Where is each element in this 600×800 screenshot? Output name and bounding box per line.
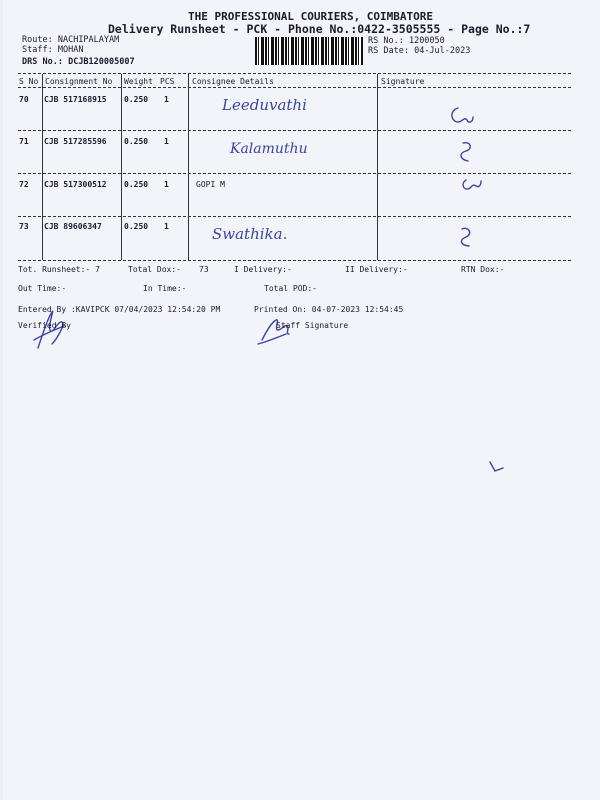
col-header-signature: Signature xyxy=(381,77,425,86)
route-value: NACHIPALAYAM xyxy=(57,35,120,45)
rs-date-value: 04-Jul-2023 xyxy=(414,46,471,56)
stray-mark xyxy=(490,462,503,471)
row-consignee: GOPI M xyxy=(196,180,225,189)
row-pcs: 1 xyxy=(164,137,169,146)
staff-signature-label: Staff Signature xyxy=(276,321,349,330)
drs-value: DCJB120005007 xyxy=(68,57,135,67)
row-pcs: 1 xyxy=(164,222,169,231)
printed-on: Printed On: 04-07-2023 12:54:45 xyxy=(254,305,404,314)
total-dox-value: 73 xyxy=(199,265,209,274)
row-sno: 72 xyxy=(19,180,29,189)
out-time: Out Time:- xyxy=(18,284,67,293)
row-sno: 70 xyxy=(19,95,29,104)
rs-no-label: RS No.: xyxy=(368,36,404,46)
drs-label: DRS No.: xyxy=(22,57,63,67)
total-runsheet: Tot. Runsheet:- 7 xyxy=(18,265,100,274)
row-weight: 0.250 xyxy=(124,180,149,189)
runsheet-title: Delivery Runsheet - PCK - Phone No.:0422-3505555 - Page No.:7 xyxy=(108,22,531,36)
row-sno: 73 xyxy=(19,222,29,231)
row-pcs: 1 xyxy=(164,95,169,104)
verified-by: Verified By xyxy=(18,321,71,330)
row-consignment: CJB 517285596 xyxy=(44,137,107,146)
i-delivery: I Delivery:- xyxy=(234,265,292,274)
staff-value: MOHAN xyxy=(57,45,84,55)
signature-mark xyxy=(461,228,469,246)
handwritten-name: Leeduvathi xyxy=(222,96,307,114)
in-time: In Time:- xyxy=(143,284,187,293)
ii-delivery: II Delivery:- xyxy=(345,265,408,274)
row-weight: 0.250 xyxy=(124,137,149,146)
total-dox-label: Total Dox:- xyxy=(128,265,181,274)
row-weight: 0.250 xyxy=(124,95,149,104)
signature-mark xyxy=(452,108,473,122)
signature-mark xyxy=(463,180,481,189)
route-label: Route: xyxy=(22,35,53,45)
company-name: THE PROFESSIONAL COURIERS, COIMBATORE xyxy=(188,10,434,23)
rtn-dox: RTN Dox:- xyxy=(461,265,505,274)
row-weight: 0.250 xyxy=(124,222,149,231)
signature-mark xyxy=(461,143,470,161)
handwritten-name: Swathika. xyxy=(212,225,288,243)
row-pcs: 1 xyxy=(164,180,169,189)
row-consignment: CJB 517168915 xyxy=(44,95,107,104)
col-header-pcs: PCS xyxy=(160,77,175,86)
col-header-consignee: Consignee Details xyxy=(192,77,274,86)
entered-by: Entered By :KAVIPCK 07/04/2023 12:54:20 PM xyxy=(18,305,221,314)
total-pod: Total POD:- xyxy=(264,284,317,293)
rs-date-label: RS Date: xyxy=(368,46,409,56)
row-consignment: CJB 89606347 xyxy=(44,222,102,231)
row-consignment: CJB 517300512 xyxy=(44,180,107,189)
row-sno: 71 xyxy=(19,137,29,146)
col-header-weight: Weight xyxy=(124,77,153,86)
rs-no-value: 1200050 xyxy=(408,36,445,46)
handwritten-name: Kalamuthu xyxy=(230,141,308,157)
staff-label: Staff: xyxy=(22,45,53,55)
col-header-consignment: Consignment No xyxy=(45,77,113,86)
col-header-sno: S No xyxy=(19,77,39,86)
